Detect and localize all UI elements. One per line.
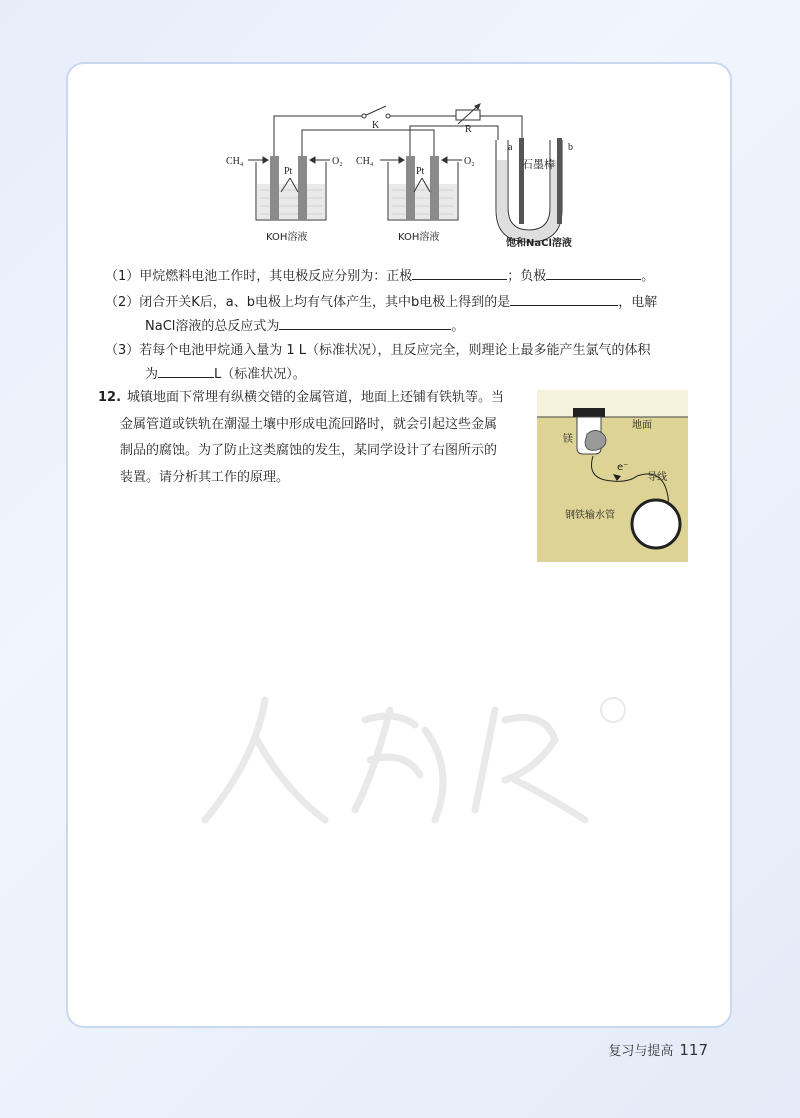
o2-left-label: O₂ bbox=[332, 156, 343, 167]
electrode-b-label: b bbox=[568, 142, 573, 153]
problem-12: 12. 城镇地面下常埋有纵横交错的金属管道，地面上还铺有铁轨等。当 金属管道或铁轨在潮湿土壤中形成电流回路时，就会引起这些金属 制品的腐蚀。为了防止这类腐蚀的发生，某同学设计了右图所示的 装置。请分析其工作的原理。 bbox=[98, 390, 505, 485]
answer-blank[interactable] bbox=[412, 264, 507, 280]
o2-right-label: O₂ bbox=[464, 156, 475, 167]
caption-right: 饱和NaCl溶液 bbox=[506, 238, 572, 248]
pt-right-label: Pt bbox=[416, 166, 425, 177]
caption-left: KOH溶液 bbox=[266, 232, 308, 243]
graphite-label: 石墨棒 bbox=[522, 158, 555, 171]
pipe-label: 钢铁输水管 bbox=[565, 510, 615, 521]
question-1: （1）甲烷燃料电池工作时，其电极反应分别为：正极 ；负极 。 bbox=[105, 264, 654, 290]
ch4-left-label: CH₄ bbox=[226, 156, 244, 167]
question-3-line-2: 为 L（标准状况）。 bbox=[145, 362, 306, 388]
resistor-label: R bbox=[465, 124, 472, 135]
fuel-cell-diagram bbox=[226, 100, 586, 248]
problem-number: 12. bbox=[98, 390, 122, 405]
section-name: 复习与提高 bbox=[608, 1044, 674, 1059]
switch-label: K bbox=[372, 120, 380, 131]
question-2-line-2: NaCl溶液的总反应式为 。 bbox=[145, 314, 464, 340]
publisher-watermark bbox=[195, 680, 635, 840]
ground-label: 地面 bbox=[632, 420, 652, 431]
mg-label: 镁 bbox=[563, 434, 573, 445]
electrode-a-label: a bbox=[508, 142, 513, 153]
pt-left-label: Pt bbox=[284, 166, 293, 177]
answer-blank[interactable] bbox=[279, 314, 451, 330]
page-footer bbox=[608, 1040, 708, 1059]
question-3: （3）若每个电池甲烷通入量为 1 L（标准状况），且反应完全，则理论上最多能产生氯气的体积 bbox=[105, 343, 651, 358]
ch4-right-label: CH₄ bbox=[356, 156, 374, 167]
caption-mid: KOH溶液 bbox=[398, 232, 440, 243]
answer-blank[interactable] bbox=[546, 264, 641, 280]
answer-blank[interactable] bbox=[158, 362, 214, 378]
wire-label: 导线 bbox=[647, 472, 667, 483]
electron-label: e⁻ bbox=[617, 462, 629, 473]
sacrificial-anode-diagram bbox=[537, 390, 688, 562]
page-number: 117 bbox=[679, 1041, 708, 1059]
question-2: （2）闭合开关K后，a、b电极上均有气体产生，其中b电极上得到的是 ，电解 bbox=[105, 290, 657, 316]
answer-blank[interactable] bbox=[510, 290, 618, 306]
